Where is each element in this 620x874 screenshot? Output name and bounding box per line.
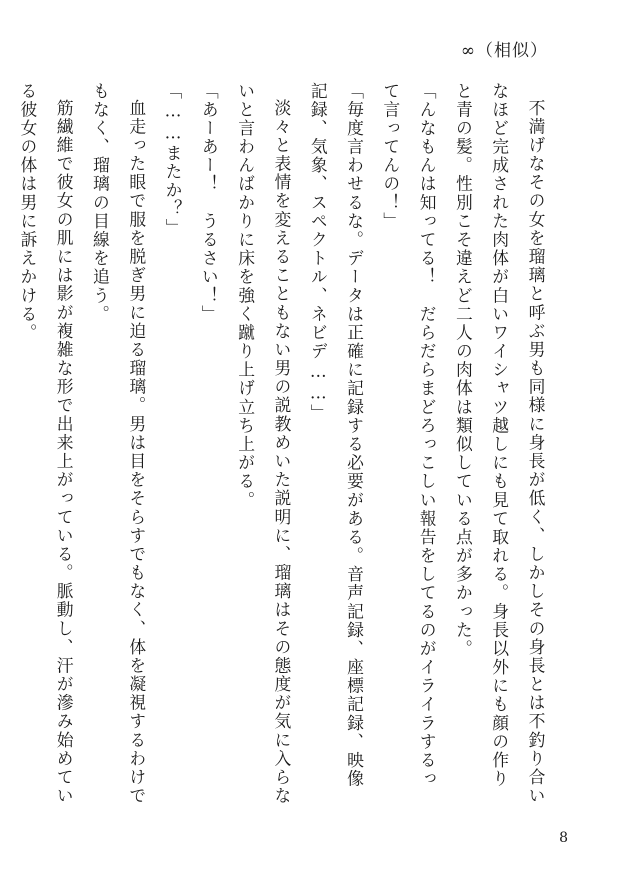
- main-text: [17, 82, 554, 806]
- page-number: 8: [559, 830, 568, 846]
- paragraph: 不満げなその女を瑠璃と呼ぶ男も同様に身長が低く、しかしその身長とは不釣り合いなほど完成された肉体が白いワイシャツ越しにも見て取れる。身長以外にも顔の作りと青の髪。性別こそ違えど二人の肉体は類似している点が多かった。: [453, 82, 546, 806]
- dialog-line: 「……またか？」: [163, 82, 184, 238]
- paragraph: 淡々と表情を変えることもない男の説教めいた説明に、瑠璃はその態度が気に入らないと言わんばかりに床を強く蹴り上げ立ち上がる。: [235, 82, 292, 806]
- dialog-line: 「あーあー！ うるさい！」: [199, 82, 220, 324]
- running-title: ∞（相似）: [460, 41, 548, 61]
- dialog-line: 「毎度言わせるな。データは正確に記録する必要がある。音声記録、座標記録、映像記録、気象、スペクトル、ネビデ……」: [308, 82, 365, 789]
- dialog-line: 「んなもんは知ってる！ だらだらまどろっこしい報告をしてるのがイライラするって言ってんの！」: [380, 82, 438, 789]
- paragraph: 筋繊維で彼女の肌には影が複雑な形で出来上がっている。脈動し、汗が滲み始めている彼女の体は男に訴えかける。: [17, 82, 75, 806]
- paragraph: 血走った眼で服を脱ぎ男に迫る瑠璃。男は目をそらすでもなく、体を凝視するわけでもなく、瑠璃の目線を追う。: [90, 82, 147, 806]
